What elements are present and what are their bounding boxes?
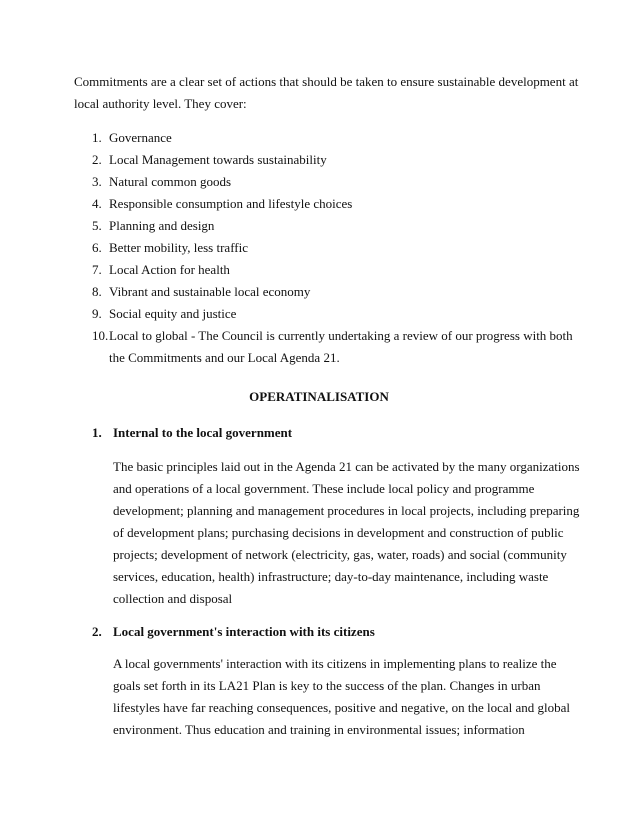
section-number: 2. xyxy=(92,624,102,639)
list-number: 5. xyxy=(92,218,102,233)
body-line: lifestyles have far reaching consequences, positive and negative, on the local and global xyxy=(113,700,570,715)
list-item-text: Governance xyxy=(109,130,172,145)
list-item xyxy=(74,171,574,193)
section-number: 1. xyxy=(92,425,102,440)
list-item xyxy=(74,215,574,237)
list-item-text: Better mobility, less traffic xyxy=(109,240,248,255)
list-number: 8. xyxy=(92,284,102,299)
section-title-text: Local government's interaction with its citizens xyxy=(113,624,375,639)
section-title-text: Internal to the local government xyxy=(113,425,293,440)
body-line: projects; development of network (electricity, gas, water, roads) and social (community xyxy=(113,547,567,562)
section-heading: OPERATINALISATION xyxy=(249,389,389,404)
list-item-text: Local to global - The Council is currently undertaking a review of our progress with both xyxy=(109,328,573,343)
list-item xyxy=(74,281,574,303)
body-line: A local governments' interaction with its citizens in implementing plans to realize the xyxy=(113,656,557,671)
list-item xyxy=(74,237,574,259)
list-item-text: Vibrant and sustainable local economy xyxy=(109,284,311,299)
list-item-text: Local Management towards sustainability xyxy=(109,152,327,167)
list-item xyxy=(74,325,574,369)
section-body xyxy=(113,456,580,610)
intro-line: Commitments are a clear set of actions that should be taken to ensure sustainable development at xyxy=(74,74,579,89)
list-number: 9. xyxy=(92,306,102,321)
body-line: services, education, health) infrastructure; day-to-day maintenance, including waste xyxy=(113,569,549,584)
list-item-text-continued: the Commitments and our Local Agenda 21. xyxy=(109,350,340,365)
list-number: 2. xyxy=(92,152,102,167)
list-item-text: Social equity and justice xyxy=(109,306,237,321)
list-number: 3. xyxy=(92,174,102,189)
list-item-text: Local Action for health xyxy=(109,262,230,277)
list-item xyxy=(74,193,574,215)
body-line: collection and disposal xyxy=(113,591,233,606)
list-item xyxy=(74,127,574,149)
list-number: 7. xyxy=(92,262,102,277)
body-line: development; planning and management procedures in local projects, including preparing xyxy=(113,503,580,518)
intro-line: local authority level. They cover: xyxy=(74,96,247,111)
commitments-list xyxy=(74,127,574,369)
body-line: and operations of a local government. These include local policy and programme xyxy=(113,481,535,496)
body-line: environment. Thus education and training in environmental issues; information xyxy=(113,722,525,737)
list-number: 4. xyxy=(92,196,102,211)
list-number: 10. xyxy=(92,328,109,343)
list-item xyxy=(74,149,574,171)
list-item xyxy=(74,259,574,281)
body-line: of development plans; purchasing decisions in development and construction of public xyxy=(113,525,564,540)
list-number: 6. xyxy=(92,240,102,255)
section-body xyxy=(113,653,573,741)
list-item-text: Responsible consumption and lifestyle choices xyxy=(109,196,353,211)
body-line: goals set forth in its LA21 Plan is key to the success of the plan. Changes in urban xyxy=(113,678,541,693)
list-item-text: Planning and design xyxy=(109,218,215,233)
list-number: 1. xyxy=(92,130,102,145)
list-item-text: Natural common goods xyxy=(109,174,232,189)
intro-paragraph xyxy=(74,71,579,115)
body-line: The basic principles laid out in the Agenda 21 can be activated by the many organizations xyxy=(113,459,580,474)
list-item xyxy=(74,303,574,325)
